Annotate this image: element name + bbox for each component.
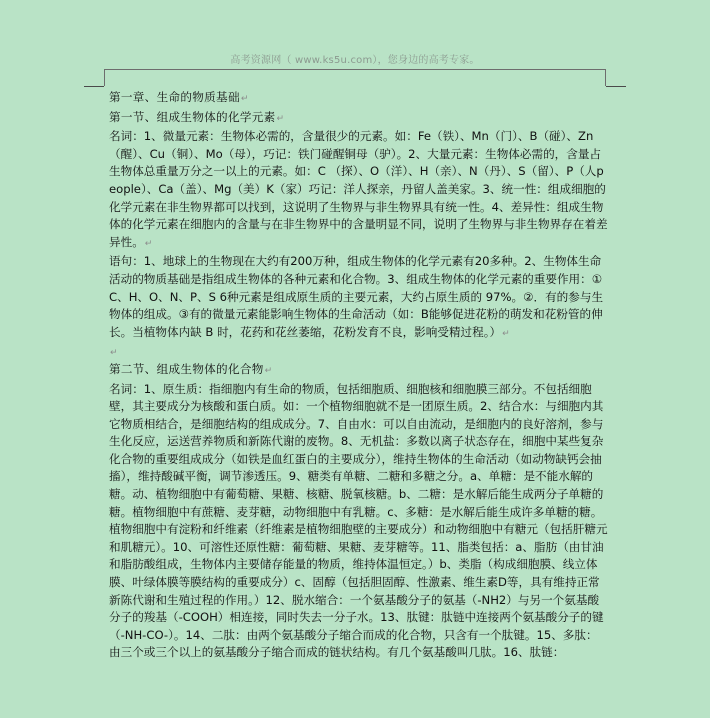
header-rule [104,69,606,70]
paragraph-sentences [109,253,609,343]
document-body [109,89,609,662]
section-title [109,361,609,381]
header-rule-right-tick [605,69,606,86]
crop-mark-right [606,86,626,87]
empty-paragraph [109,343,609,361]
crop-mark-left [84,86,104,87]
paragraph-mark: ↵ [144,238,153,249]
paragraph-mark: ↵ [110,348,118,359]
paragraph-terms [109,381,609,663]
section-title [109,109,609,129]
paragraph-mark: ↵ [264,365,273,376]
chapter-title-text: 第一章、生命的物质基础 [109,90,240,104]
page-header [0,0,710,88]
paragraph-text: 名词：1、微量元素：生物体必需的，含量很少的元素。如：Fe（铁）、Mn（门）、B（碰）、Zn（醒）、Cu（铜）、Mo（母），巧记：铁门碰醒铜母（驴）。2、大量元素：生物体必需的，含量占生物体总重量万分之一以上的元素。如：C （探）、O（洋）、H（亲）、N（丹）、S（留）、P（人people）、Ca（盖）、Mg（美）K（家）巧记：洋人探亲，丹留人盖美家。3、统一性：组成细胞的化学元素在非生物界都可以找到，这说明了生物界与非生物界具有统一性。4、差异性：组成生物体的化学元素在细胞内的含量与在非生物界中的含量明显不同，说明了生物界与非生物界存在着差异性。 [109,129,608,249]
header-rule-left-tick [104,69,105,86]
paragraph-mark: ↵ [276,113,285,124]
paragraph-text: 语句：1、地球上的生物现在大约有200万种，组成生物体的化学元素有20多种。2、生物体生命活动的物质基础是指组成生物体的各种元素和化合物。3、组成生物体的化学元素的重要作用：① C、H、O、N、P、S 6种元素是组成原生质的主要元素，大约占原生质的 97%。②．有的参与生物体的组成。③有的微量元素能影响生物体的生命活动（如：B能够促进花粉的萌发和花粉管的伸长。当植物体内缺 B 时，花药和花丝萎缩，花粉发育不良，影响受精过程。） [109,254,604,339]
section-title-text: 第一节、组成生物体的化学元素 [109,109,276,124]
paragraph-mark: ↵ [502,328,510,339]
section-title-text: 第二节、组成生物体的化合物 [109,361,264,376]
paragraph-terms [109,128,609,253]
header-text: 高考资源网（ www.ks5u.com），您身边的高考专家。 [230,55,480,66]
paragraph-text: 名词：1、原生质：指细胞内有生命的物质，包括细胞质、细胞核和细胞膜三部分。不包括细胞壁，其主要成分为核酸和蛋白质。如：一个植物细胞就不是一团原生质。2、结合水：与细胞内其它物质相结合，是细胞结构的组成成分。7、自由水：可以自由流动，是细胞内的良好溶剂，参与生化反应，运送营养物质和新陈代谢的废物。8、无机盐：多数以离子状态存在，细胞中某些复杂化合物的重要组成成分（如铁是血红蛋白的主要成分），维持生物体的生命活动（如动物缺钙会抽搐），维持酸碱平衡，调节渗透压。9、糖类有单糖、二糖和多糖之分。a、单糖：是不能水解的糖。动、植物细胞中有葡萄糖、果糖、核糖、脱氧核糖。b、二糖：是水解后能生成两分子单糖的糖。植物细胞中有蔗糖、麦芽糖，动物细胞中有乳糖。c、多糖：是水解后能生成许多单糖的糖。植物细胞中有淀粉和纤维素（纤维素是植物细胞壁的主要成分）和动物细胞中有糖元（包括肝糖元和肌糖元）。10、可溶性还原性糖：葡萄糖、果糖、麦芽糖等。11、脂类包括：a、脂肪（由甘油和脂肪酸组成，生物体内主要储存能量的物质，维持体温恒定。）b、类脂（构成细胞膜、线立体膜、叶绿体膜等膜结构的重要成分）c、固醇（包括胆固醇、性激素、维生素D等，具有维持正常新陈代谢和生殖过程的作用。）12、脱水缩合：一个氨基酸分子的氨基（-NH2）与另一个氨基酸分子的羧基（-COOH）相连接，同时失去一分子水。13、肽键：肽链中连接两个氨基酸分子的键（-NH-CO-）。14、二肽：由两个氨基酸分子缩合而成的化合物，只含有一个肽键。15、多肽：由三个或三个以上的氨基酸分子缩合而成的链状结构。有几个氨基酸叫几肽。16、肽链： [109,381,608,660]
paragraph-mark: ↵ [240,94,249,104]
chapter-title [109,89,609,109]
